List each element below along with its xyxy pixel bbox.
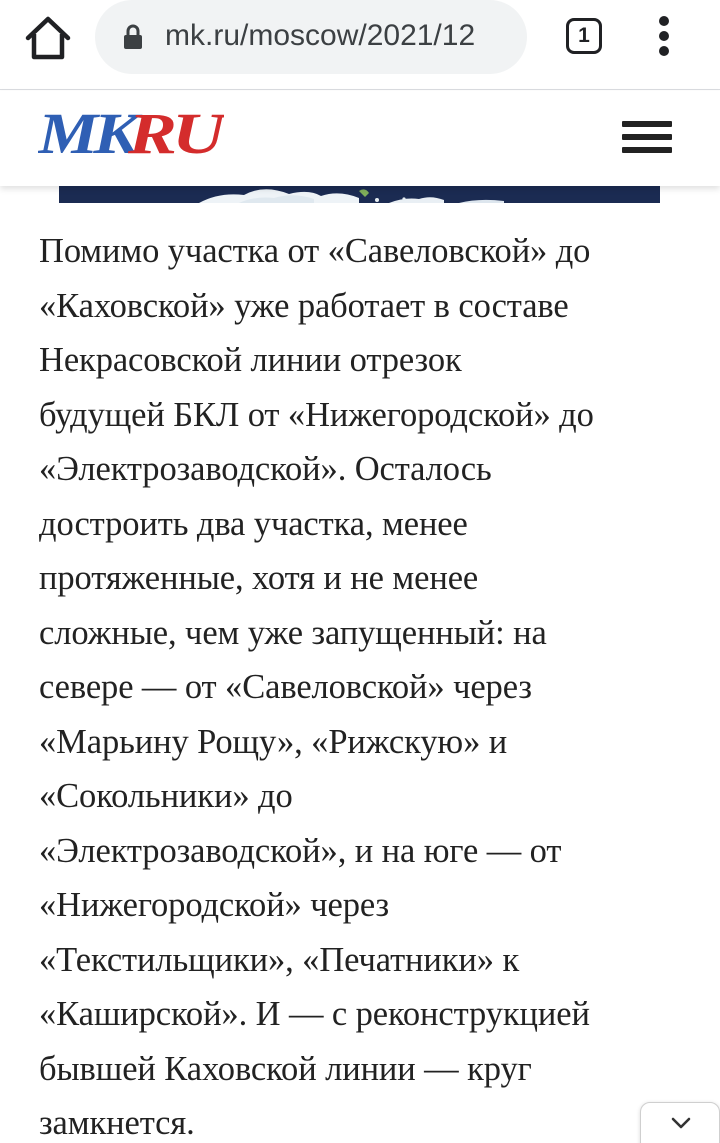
paragraph-line: сложные, чем уже запущенный: на [39,613,547,652]
address-bar[interactable] [95,0,527,74]
paragraph-line: протяженные, хотя и не менее [39,559,479,597]
tab-switcher-button[interactable]: 1 [566,18,602,54]
site-logo[interactable] [38,105,224,165]
site-header [0,91,720,186]
svg-text:MK: MK [38,105,143,165]
hamburger-menu-icon[interactable] [622,121,672,153]
lock-icon [123,24,143,50]
paragraph-line: севере — от «Савеловской» через [39,668,532,706]
paragraph-line: будущей БКЛ от «Нижегородской» до [39,395,594,434]
paragraph-line: «Каховской» уже работает в составе [39,286,569,325]
paragraph-line: «Электрозаводской». Осталось [39,450,492,488]
paragraph-line: «Нижегородской» через [39,886,390,924]
paragraph-line: замкнется. [39,1104,195,1142]
paragraph-line: «Текстильщики», «Печатники» к [39,940,520,979]
paragraph-line: Помимо участка от «Савеловской» до [39,232,591,270]
article-body [39,224,689,1143]
paragraph-line: Некрасовской линии отрезок [39,341,462,379]
article-photo [59,186,660,203]
paragraph-line: «Каширской». И — с реконструкцией [39,995,590,1033]
paragraph-line: «Сокольники» до [39,777,293,815]
article-paragraph [39,224,689,1143]
home-icon [22,14,74,62]
paragraph-line: достроить два участка, менее [39,504,468,543]
scroll-down-button[interactable] [640,1102,720,1143]
chevron-down-icon [671,1117,691,1129]
browser-toolbar [0,0,720,90]
home-button[interactable] [22,14,74,62]
paragraph-line: «Марьину Рощу», «Рижскую» и [39,722,508,761]
paragraph-line: бывшей Каховской линии — круг [39,1049,532,1088]
paragraph-line: «Электрозаводской», и на юге — от [39,831,562,870]
svg-text:RU: RU [126,105,224,165]
url-text[interactable]: mk.ru/moscow/2021/12 [165,19,476,52]
more-vert-icon[interactable] [652,14,676,58]
